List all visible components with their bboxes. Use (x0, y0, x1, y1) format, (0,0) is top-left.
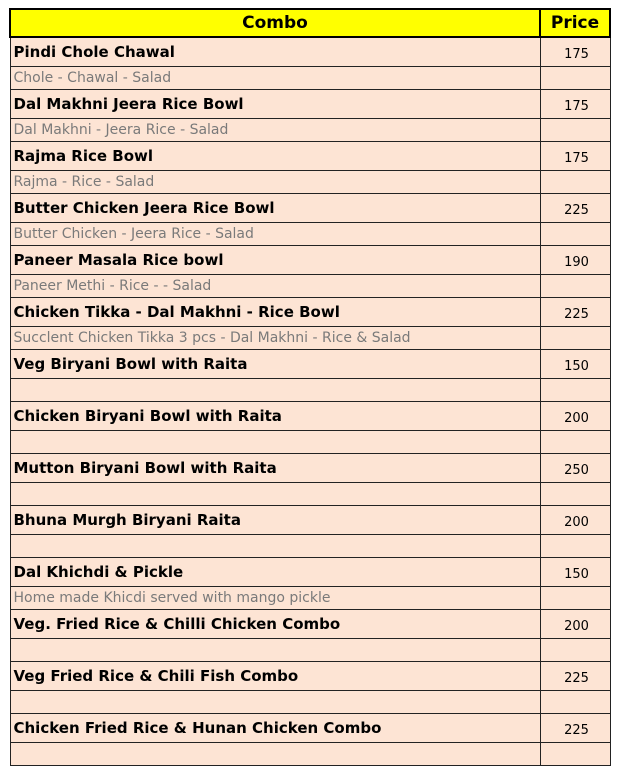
menu-desc-row (10, 327, 610, 350)
item-price: 175 (540, 90, 610, 119)
item-price: 175 (540, 142, 610, 171)
menu-desc-row (10, 743, 610, 766)
empty-price-cell (540, 171, 610, 194)
header-row (10, 9, 610, 37)
menu-desc-row (10, 691, 610, 714)
item-name: Chicken Fried Rice & Hunan Chicken Combo (10, 714, 540, 743)
item-price: 225 (540, 714, 610, 743)
item-price: 190 (540, 246, 610, 275)
menu-item-row (10, 402, 610, 431)
menu-desc-row (10, 171, 610, 194)
menu-desc-row (10, 639, 610, 662)
item-description (10, 483, 540, 506)
item-name: Rajma Rice Bowl (10, 142, 540, 171)
item-price: 150 (540, 558, 610, 587)
item-description: Rajma - Rice - Salad (10, 171, 540, 194)
menu-desc-row (10, 119, 610, 142)
menu-item-row (10, 714, 610, 743)
item-description (10, 431, 540, 454)
menu-desc-row (10, 223, 610, 246)
menu-item-row (10, 298, 610, 327)
item-price: 225 (540, 662, 610, 691)
item-description: Butter Chicken - Jeera Rice - Salad (10, 223, 540, 246)
item-description: Home made Khicdi served with mango pickle (10, 587, 540, 610)
menu-desc-row (10, 535, 610, 558)
item-name: Veg Fried Rice & Chili Fish Combo (10, 662, 540, 691)
item-description (10, 639, 540, 662)
empty-price-cell (540, 691, 610, 714)
empty-price-cell (540, 223, 610, 246)
empty-price-cell (540, 119, 610, 142)
item-description (10, 691, 540, 714)
item-description: Chole - Chawal - Salad (10, 67, 540, 90)
menu-desc-row (10, 379, 610, 402)
menu-item-row (10, 662, 610, 691)
empty-price-cell (540, 639, 610, 662)
item-name: Veg Biryani Bowl with Raita (10, 350, 540, 379)
empty-price-cell (540, 483, 610, 506)
item-price: 200 (540, 610, 610, 639)
item-name: Dal Khichdi & Pickle (10, 558, 540, 587)
menu-desc-row (10, 275, 610, 298)
item-name: Chicken Tikka - Dal Makhni - Rice Bowl (10, 298, 540, 327)
menu-item-row (10, 506, 610, 535)
item-price: 200 (540, 506, 610, 535)
item-name: Dal Makhni Jeera Rice Bowl (10, 90, 540, 119)
empty-price-cell (540, 535, 610, 558)
item-description: Succlent Chicken Tikka 3 pcs - Dal Makhni - Rice & Salad (10, 327, 540, 350)
empty-price-cell (540, 379, 610, 402)
empty-price-cell (540, 431, 610, 454)
item-name: Veg. Fried Rice & Chilli Chicken Combo (10, 610, 540, 639)
menu-desc-row (10, 587, 610, 610)
menu-desc-row (10, 483, 610, 506)
item-price: 225 (540, 298, 610, 327)
price-header: Price (540, 9, 610, 37)
item-name: Butter Chicken Jeera Rice Bowl (10, 194, 540, 223)
item-name: Bhuna Murgh Biryani Raita (10, 506, 540, 535)
empty-price-cell (540, 327, 610, 350)
menu-item-row (10, 90, 610, 119)
empty-price-cell (540, 67, 610, 90)
item-price: 175 (540, 37, 610, 67)
menu-table (9, 8, 611, 766)
menu-body (10, 37, 610, 766)
item-description (10, 743, 540, 766)
menu-item-row (10, 454, 610, 483)
menu-item-row (10, 610, 610, 639)
item-description (10, 535, 540, 558)
menu-item-row (10, 37, 610, 67)
combo-header: Combo (10, 9, 540, 37)
item-description: Dal Makhni - Jeera Rice - Salad (10, 119, 540, 142)
item-name: Paneer Masala Rice bowl (10, 246, 540, 275)
item-price: 150 (540, 350, 610, 379)
item-price: 200 (540, 402, 610, 431)
menu-item-row (10, 142, 610, 171)
menu-item-row (10, 558, 610, 587)
item-price: 225 (540, 194, 610, 223)
menu-desc-row (10, 67, 610, 90)
item-name: Mutton Biryani Bowl with Raita (10, 454, 540, 483)
item-description (10, 379, 540, 402)
item-price: 250 (540, 454, 610, 483)
item-description: Paneer Methi - Rice - - Salad (10, 275, 540, 298)
empty-price-cell (540, 743, 610, 766)
menu-desc-row (10, 431, 610, 454)
menu-item-row (10, 350, 610, 379)
item-name: Chicken Biryani Bowl with Raita (10, 402, 540, 431)
empty-price-cell (540, 587, 610, 610)
menu-item-row (10, 194, 610, 223)
menu-item-row (10, 246, 610, 275)
item-name: Pindi Chole Chawal (10, 37, 540, 67)
empty-price-cell (540, 275, 610, 298)
